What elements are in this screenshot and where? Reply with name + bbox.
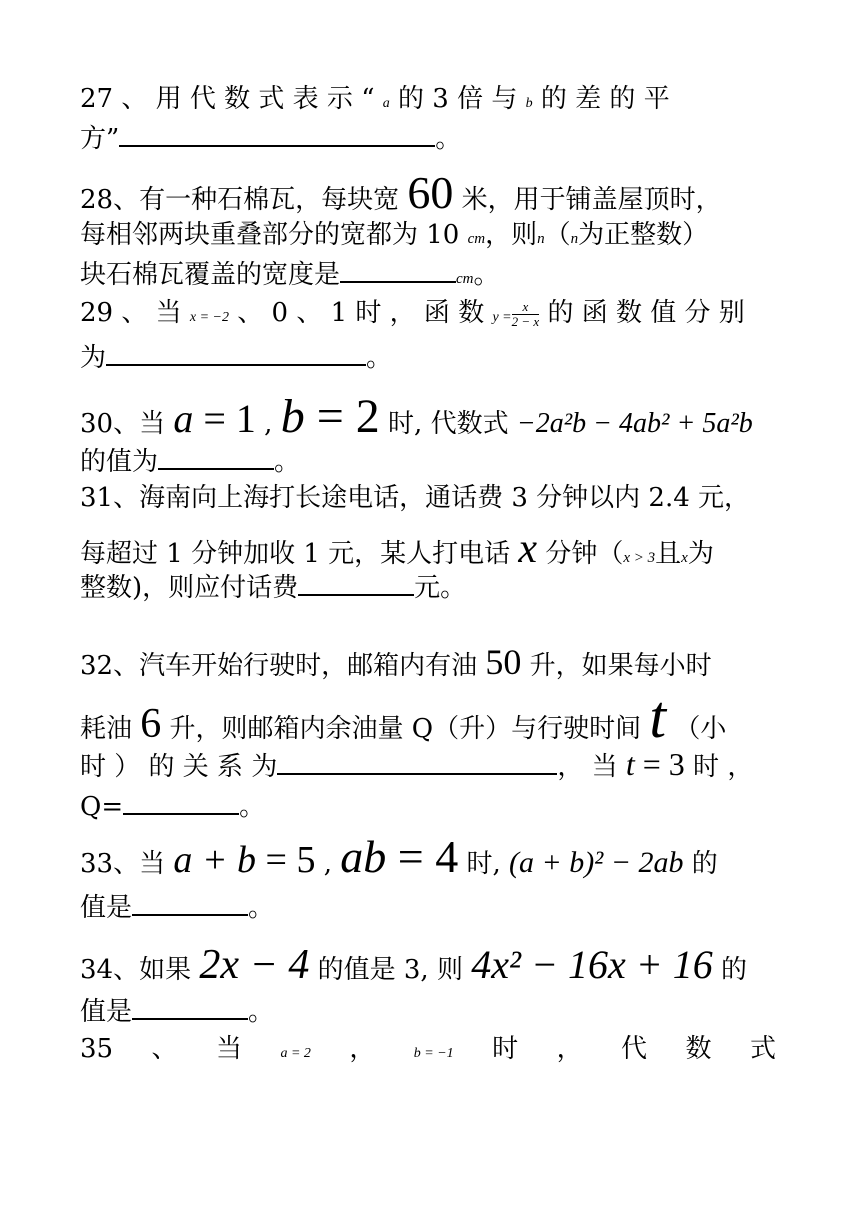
q31-line2 — [80, 526, 714, 575]
q30-line1 — [80, 390, 753, 443]
condition: x > 3 — [623, 550, 656, 566]
expression: −2a²b − 4ab² + 5a²b — [516, 408, 753, 439]
text: 时 ， — [684, 752, 754, 782]
text: （ — [544, 220, 571, 250]
expr-ab: ab — [340, 831, 387, 882]
text: 升，如果每小时 — [521, 651, 712, 681]
expr-2x-minus-4: 2x − 4 — [199, 942, 310, 988]
text: Q= — [80, 792, 124, 822]
num-50: 50 — [485, 642, 522, 682]
q32-line1 — [80, 642, 712, 683]
expr-a-plus-b: a + b — [173, 839, 257, 881]
q28-line3 — [80, 257, 500, 296]
text: 当 — [215, 1034, 242, 1064]
text: 。 — [248, 997, 275, 1027]
text: 的 — [712, 955, 747, 985]
text: 升，则邮箱内余油量 Q（升）与行驶时间 — [161, 714, 650, 744]
text: 元。 — [414, 573, 467, 603]
text: ， — [556, 1034, 583, 1064]
text: 为 — [80, 343, 107, 373]
num-6: 6 — [140, 701, 162, 747]
text: 代 — [621, 1034, 648, 1064]
var-x: x — [681, 550, 688, 566]
q34-line1 — [80, 942, 747, 988]
condition-b: b = −1 — [413, 1046, 454, 1061]
q27-line2 — [80, 121, 461, 156]
numerator: x — [512, 300, 540, 315]
q32-line2 — [80, 684, 727, 750]
var-b: b — [280, 390, 305, 443]
answer-blank[interactable] — [340, 257, 456, 283]
text: 时 — [492, 1034, 519, 1064]
text: 块石棉瓦覆盖的宽度是 — [80, 260, 341, 290]
q31-line3 — [80, 570, 466, 605]
q34-line2 — [80, 994, 274, 1029]
text: 的 — [683, 849, 718, 879]
text: ， 当 — [557, 752, 626, 782]
text: , — [255, 409, 281, 439]
text: ， — [349, 1034, 376, 1064]
text: （小 — [666, 714, 727, 744]
text: 34、如果 — [80, 955, 200, 985]
text: 27 、 用 代 数 式 表 示 “ — [80, 84, 383, 114]
value: = 5 — [256, 839, 316, 881]
text: 。 — [248, 893, 275, 923]
q31-line1 — [80, 481, 750, 515]
text: 分钟（ — [537, 539, 624, 569]
function-lhs: y = — [492, 310, 512, 325]
text: 米，用于铺盖屋顶时， — [453, 185, 722, 215]
var-a: a — [173, 396, 194, 441]
condition: x = −2 — [189, 310, 229, 325]
q28-line2 — [80, 218, 708, 256]
q28-line1 — [80, 167, 722, 218]
answer-blank[interactable] — [132, 890, 248, 916]
unit-cm: cm — [467, 231, 486, 247]
text: 时, 代数式 — [379, 409, 517, 439]
text: 时 ） 的 关 系 为 — [80, 752, 278, 782]
text: 。 — [239, 792, 266, 822]
text: 的 差 的 平 — [532, 84, 670, 114]
text: 30、当 — [80, 409, 174, 439]
text: 31、海南向上海打长途电话，通话费 3 分钟以内 2.4 元， — [80, 483, 751, 513]
text: 、 0 、 1 时 ， 函 数 — [229, 298, 493, 328]
text: 为 — [687, 539, 714, 569]
answer-blank[interactable] — [132, 994, 248, 1020]
answer-blank[interactable] — [106, 340, 366, 366]
text: 值是 — [80, 997, 133, 1027]
q29-line2 — [80, 340, 392, 375]
expression: 4x² − 16x + 16 — [471, 942, 713, 987]
text: 方” — [80, 124, 120, 154]
unit-cm: cm — [456, 271, 474, 287]
text: 时, — [458, 849, 509, 879]
text: 。 — [435, 124, 462, 154]
q35-line1 — [80, 1032, 776, 1066]
text: 。 — [366, 343, 393, 373]
text: 28、有一种石棉瓦，每块宽 — [80, 185, 408, 215]
answer-blank[interactable] — [298, 570, 414, 596]
q32-line4 — [80, 789, 265, 824]
answer-blank[interactable] — [277, 749, 557, 775]
text: 数 — [685, 1034, 712, 1064]
text: 。 — [473, 260, 500, 290]
text: 。 — [274, 447, 301, 477]
var-b: b — [525, 96, 533, 111]
var-t: t — [625, 746, 635, 782]
text: , — [315, 849, 341, 879]
text: 式 — [749, 1034, 776, 1064]
text: 的 函 数 值 分 别 — [539, 298, 745, 328]
text: 的 3 倍 与 — [389, 84, 526, 114]
text: 33、当 — [80, 849, 174, 879]
value: = 4 — [386, 831, 459, 882]
denominator: 2 − x — [511, 313, 540, 329]
q30-line2 — [80, 444, 300, 479]
q32-line3 — [80, 747, 753, 784]
answer-blank[interactable] — [123, 789, 239, 815]
text: 的值是 3, 则 — [309, 955, 472, 985]
var-n: n — [570, 231, 579, 247]
text: 每相邻两块重叠部分的宽都为 10 — [80, 220, 468, 250]
text: 29 、 当 — [80, 298, 190, 328]
fraction — [512, 300, 540, 329]
value: = 2 — [304, 390, 380, 443]
answer-blank[interactable] — [119, 121, 435, 147]
var-x: x — [518, 526, 538, 572]
var-a: a — [382, 96, 390, 111]
expression: (a + b)² − 2ab — [509, 846, 684, 879]
num-60: 60 — [407, 167, 454, 218]
q27-line1 — [80, 82, 670, 121]
text: 35 — [80, 1034, 114, 1064]
text: 值是 — [80, 893, 133, 923]
text: 每超过 1 分钟加收 1 元，某人打电话 — [80, 539, 519, 569]
value: = 3 — [634, 746, 685, 782]
text: 的值为 — [80, 447, 159, 477]
text: 32、汽车开始行驶时，邮箱内有油 — [80, 651, 486, 681]
var-n: n — [537, 231, 545, 247]
text: 整数)，则应付话费 — [80, 573, 299, 603]
condition-a: a = 2 — [280, 1046, 311, 1061]
text: 为正整数） — [578, 220, 709, 250]
text: 、 — [151, 1034, 178, 1064]
text: 耗油 — [80, 714, 141, 744]
text: ，则 — [485, 220, 538, 250]
var-t: t — [649, 684, 667, 750]
q33-line2 — [80, 890, 274, 925]
q33-line1 — [80, 831, 718, 882]
answer-blank[interactable] — [158, 444, 274, 470]
text: 且 — [655, 539, 682, 569]
value: = 1 — [193, 396, 256, 441]
q29-line1 — [80, 296, 745, 335]
